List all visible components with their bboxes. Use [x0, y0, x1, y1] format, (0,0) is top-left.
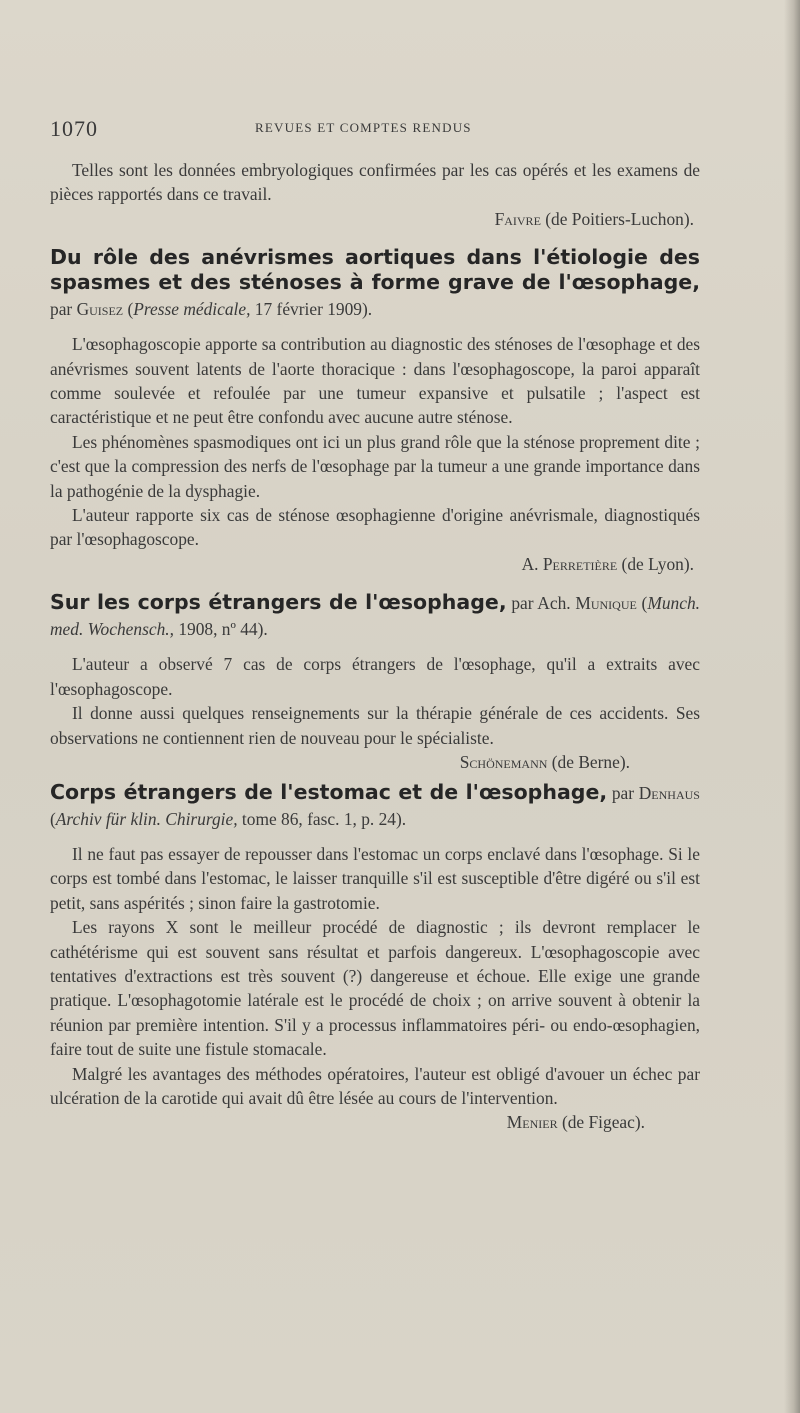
article-paragraph: Les rayons X sont le meilleur procédé de diagnostic ; ils devront remplacer le cathétérisme qui est souvent sans résultat et parfois dangereux. L'œsophagoscopie avec tentatives d'extractions est très souvent (?) dangereuse et échoue. Elle exige une grande pratique. L'œsophagotomie latérale est le procédé de choix ; on arrive souvent à obtenir la réunion par première intention. S'il y a processus inflammatoires péri- ou endo-œsophagien, faire tout de suite une fistule stomacale. — [50, 917, 700, 1060]
article-author: Denhaus — [638, 782, 700, 803]
article-details: tome 86, fasc. 1, p. 24). — [237, 808, 407, 829]
article-by: par — [607, 782, 635, 803]
page-number: 1070 — [50, 116, 98, 141]
article-author: Guisez — [76, 299, 124, 320]
article-date: 1908, nº 44). — [173, 619, 268, 640]
article-signature — [485, 1110, 700, 1134]
article-source: Presse médicale, — [133, 299, 251, 320]
article-heading-1: Du rôle des anévrismes aortiques dans l'étiologie des spasmes et des sténoses à forme grave de l'œsophage, par Guisez (Presse médicale, 17 février 1909). — [50, 245, 700, 320]
page-header — [50, 116, 700, 140]
signature-name: Faivre — [494, 208, 541, 229]
article-signature — [50, 552, 700, 576]
article-paragraph: Les phénomènes spasmodiques ont ici un plus grand rôle que la sténose proprement dite ; c'est que la compression des nerfs de l'œsophage par la tumeur a une grande importance dans la pathogénie de la dysphagie. — [50, 431, 700, 501]
intro-paragraph: Telles sont les données embryologiques confirmées par les cas opérés et les examens de pièces rapportés dans ce travail. — [50, 160, 700, 205]
article-paragraph: L'auteur a observé 7 cas de corps étrangers de l'œsophage, qu'il a extraits avec l'œsophagoscope. — [50, 654, 700, 699]
article-heading-3: Corps étrangers de l'estomac et de l'œsophage, par Denhaus (Archiv für klin. Chirurgie, tome 86, fasc. 1, p. 24). — [50, 779, 700, 829]
article-by: par — [50, 299, 77, 320]
spacer — [50, 322, 700, 332]
article-source: Archiv für klin. Chirurgie, — [55, 808, 238, 829]
article-heading-2: Sur les corps étrangers de l'œsophage, par Ach. Munique (Munch. med. Wochensch., 1908, nº 44). — [50, 590, 700, 640]
signature-place: (de Lyon). — [617, 553, 694, 574]
main-text — [50, 158, 700, 1135]
article-title: Du rôle des anévrismes aortiques dans l'étiologie des spasmes et des sténoses à forme grave de l'œsophage, — [50, 245, 700, 295]
article-paragraph: Il ne faut pas essayer de repousser dans l'estomac un corps enclavé dans l'œsophage. Si le corps est tombé dans l'estomac, le laisser tranquille s'il est susceptible d'être digéré ou s'il est petit, sans aspérités ; sinon faire la gastrotomie. — [50, 843, 700, 913]
article-source: Munch. med. Wochensch., — [50, 593, 700, 640]
spacer — [50, 231, 700, 245]
signature-name: A. Perretière — [521, 553, 618, 574]
page-edge-shadow — [784, 0, 800, 1413]
article-by: par Ach. — [506, 593, 576, 614]
running-title: REVUES ET COMPTES RENDUS — [255, 120, 472, 135]
article-paragraph-text: Malgré les avantages des méthodes opératoires, l'auteur est obligé d'avouer un échec par ulcération de la carotide qui avait dû être lésée au cours de l'intervention. — [50, 1063, 700, 1108]
article-signature — [438, 750, 700, 774]
signature-name: Schönemann — [459, 751, 548, 772]
article-author: Munique — [575, 593, 637, 614]
article-paragraph-text: Il donne aussi quelques renseignements sur la thérapie générale de ces accidents. Ses observations ne contiennent rien de nouveau pour le spécialiste. — [50, 703, 700, 748]
article-title: Sur les corps étrangers de l'œsophage, — [50, 590, 507, 615]
intro-signature — [50, 207, 700, 231]
signature-name: Menier — [506, 1112, 558, 1133]
article-paragraph — [50, 1062, 700, 1133]
signature-place: (de Poitiers-Luchon). — [540, 208, 694, 229]
spacer — [50, 576, 700, 590]
spacer — [50, 832, 700, 842]
signature-place: (de Berne). — [547, 751, 630, 772]
signature-place: (de Figeac). — [557, 1112, 645, 1133]
spacer — [50, 642, 700, 652]
article-paragraph: L'auteur rapporte six cas de sténose œsophagienne d'origine anévrismale, diagnostiqués par l'œsophagoscope. — [50, 505, 700, 550]
article-paragraph — [50, 701, 700, 772]
article-date: 17 février 1909). — [250, 299, 373, 320]
article-title: Corps étrangers de l'estomac et de l'œsophage, — [50, 779, 608, 804]
article-paragraph: L'œsophagoscopie apporte sa contribution au diagnostic des sténoses de l'œsophage et des anévrismes souvent latents de l'aorte thoracique : dans l'œsophagoscope, la paroi apparaît comme soulevée et refoulée par une tumeur expansive et pulsatile ; l'aspect est caractéristique et ne peut être confondu avec aucune autre sténose. — [50, 334, 700, 428]
